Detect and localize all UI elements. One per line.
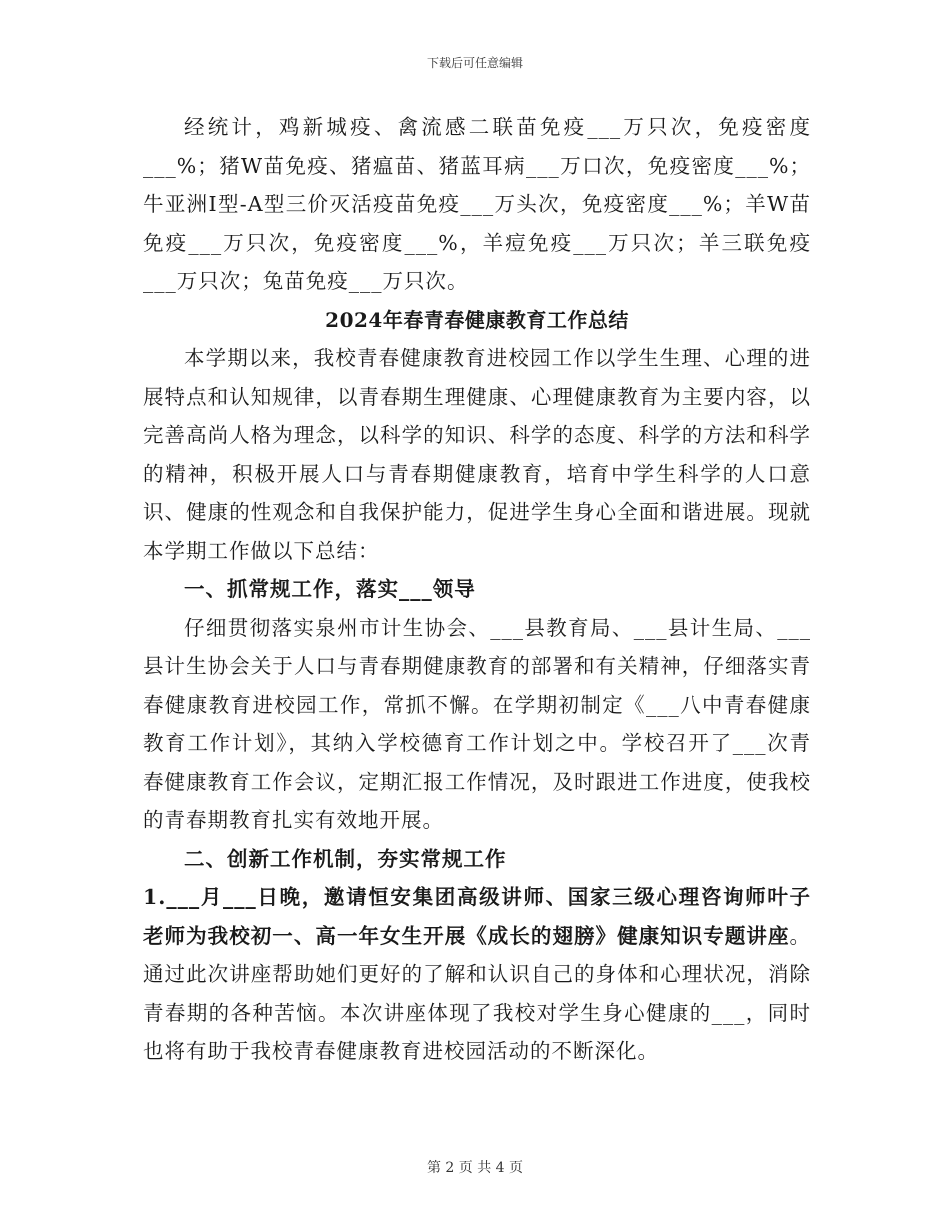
item-1-body: 。通过此次讲座帮助她们更好的了解和认识自己的身体和心理状况，消除青春期的各种苦恼。本次讲座体现了我校对学生身心健康的___，同时也将有助于我校青春健康教育进校园活动的不断深化。 xyxy=(143,923,811,1063)
intro-paragraph: 本学期以来，我校青春健康教育进校园工作以学生生理、心理的进展特点和认知规律，以青春期生理健康、心理健康教育为主要内容，以完善高尚人格为理念，以科学的知识、科学的态度、科学的方法和科学的精神，积极开展人口与青春期健康教育，培育中学生科学的人口意识、健康的性观念和自我保护能力，促进学生身心全面和谐进展。现就本学期工作做以下总结： xyxy=(143,346,811,563)
page-footer: 第 2 页 共 4 页 xyxy=(426,1160,524,1176)
section-heading-2: 二、创新工作机制，夯实常规工作 xyxy=(184,846,507,871)
section-2-item-1 xyxy=(143,878,811,1071)
item-1-bold-lead: 1.___月___日晚，邀请恒安集团高级讲师、国家三级心理咨询师叶子老师为我校初一、高一年女生开展《成长的翅膀》健康知识专题讲座 xyxy=(143,885,811,948)
document-body xyxy=(143,108,811,1071)
document-title: 2024年春青春健康教育工作总结 xyxy=(325,307,629,332)
section-heading-1: 一、抓常规工作，落实___领导 xyxy=(184,577,476,601)
stats-paragraph: 经统计，鸡新城疫、禽流感二联苗免疫___万只次，免疫密度___%；猪W苗免疫、猪瘟苗、猪蓝耳病___万口次，免疫密度___%；牛亚洲I型-A型三价灭活疫苗免疫___万头次，免疫密度___%；羊W苗免疫___万只次，免疫密度___%，羊痘免疫___万只次；羊三联免疫___万只次；兔苗免疫___万只次。 xyxy=(143,115,811,293)
section-1-paragraph: 仔细贯彻落实泉州市计生协会、___县教育局、___县计生局、___县计生协会关于人口与青春期健康教育的部署和有关精神，仔细落实青春健康教育进校园工作，常抓不懈。在学期初制定《___八中青春健康教育工作计划》，其纳入学校德育工作计划之中。学校召开了___次青春健康教育工作会议，定期汇报工作情况，及时跟进工作进度，使我校的青春期教育扎实有效地开展。 xyxy=(143,615,811,832)
page-header: 下载后可任意编辑 xyxy=(426,56,523,70)
